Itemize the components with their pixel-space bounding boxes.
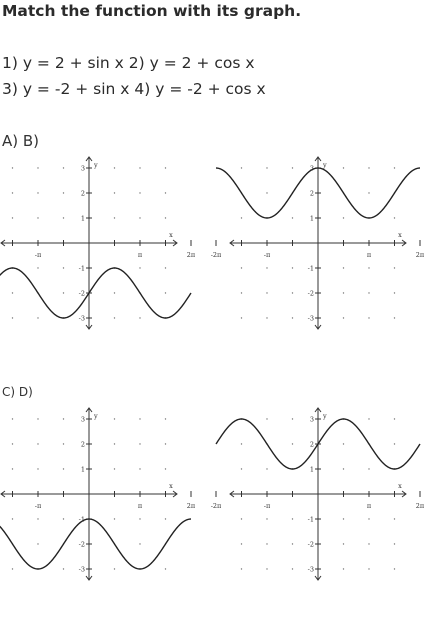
x-tick-neg-pi: -π	[34, 251, 42, 259]
x-axis-label: x	[398, 482, 402, 490]
y-tick-2: 2	[80, 440, 85, 449]
function-list-line-1: 1) y = 2 + sin x 2) y = 2 + cos x	[2, 54, 255, 72]
x-axis-label: x	[398, 231, 402, 239]
x-tick-2pi: 2π	[415, 251, 424, 259]
x-tick-pi: π	[366, 251, 372, 259]
x-axis-label: x	[169, 231, 173, 239]
x-tick-neg-pi: -π	[263, 502, 271, 510]
y-tick-neg2: -2	[307, 540, 314, 549]
y-tick-neg2: -2	[307, 289, 314, 298]
y-tick-neg1: -1	[78, 264, 85, 273]
axes	[0, 157, 191, 329]
axes	[0, 408, 191, 580]
x-tick-2pi: 2π	[415, 502, 424, 510]
y-tick-neg3: -3	[307, 314, 314, 323]
y-tick-1: 1	[309, 214, 314, 223]
y-tick-neg3: -3	[78, 565, 85, 574]
y-tick-neg3: -3	[78, 314, 85, 323]
x-tick-neg-2pi: -2π	[210, 251, 222, 259]
y-axis-label: y	[94, 161, 98, 169]
x-tick-2pi: 2π	[186, 502, 196, 510]
graph-labels-c-d: C) D)	[2, 385, 33, 399]
y-tick-3: 3	[80, 415, 85, 424]
function-list-line-2: 3) y = -2 + sin x 4) y = -2 + cos x	[2, 80, 266, 98]
x-tick-pi: π	[137, 251, 143, 259]
y-tick-neg3: -3	[307, 565, 314, 574]
y-axis-label: y	[323, 412, 327, 420]
y-tick-3: 3	[309, 164, 314, 173]
graph-a	[0, 157, 196, 329]
y-tick-3: 3	[80, 164, 85, 173]
x-axis-label: x	[169, 482, 173, 490]
graph-c	[0, 408, 196, 580]
y-axis-label: y	[94, 412, 98, 420]
graph-d	[211, 408, 424, 580]
y-tick-2: 2	[309, 189, 314, 198]
x-tick-neg-pi: -π	[263, 251, 271, 259]
axes	[216, 157, 420, 329]
x-tick-pi: π	[137, 502, 143, 510]
y-tick-neg1: -1	[307, 264, 314, 273]
axes	[216, 408, 420, 580]
y-axis-label: y	[323, 161, 327, 169]
y-tick-1: 1	[309, 465, 314, 474]
y-tick-neg1: -1	[307, 515, 314, 524]
y-tick-1: 1	[80, 465, 85, 474]
x-tick-neg-pi: -π	[34, 502, 42, 510]
graph-labels-a-b: A) B)	[2, 132, 40, 150]
question-title: Match the function with its graph.	[2, 2, 302, 20]
x-tick-pi: π	[366, 502, 372, 510]
curve-a	[0, 268, 191, 318]
x-tick-neg-2pi: -2π	[210, 502, 222, 510]
y-tick-neg2: -2	[78, 289, 85, 298]
y-tick-2: 2	[80, 189, 85, 198]
y-tick-neg1: -1	[78, 515, 85, 524]
graph-b	[211, 157, 424, 329]
y-tick-2: 2	[309, 440, 314, 449]
y-tick-neg2: -2	[78, 540, 85, 549]
x-tick-2pi: 2π	[186, 251, 196, 259]
curve-c	[0, 519, 191, 569]
y-tick-1: 1	[80, 214, 85, 223]
y-tick-3: 3	[309, 415, 314, 424]
